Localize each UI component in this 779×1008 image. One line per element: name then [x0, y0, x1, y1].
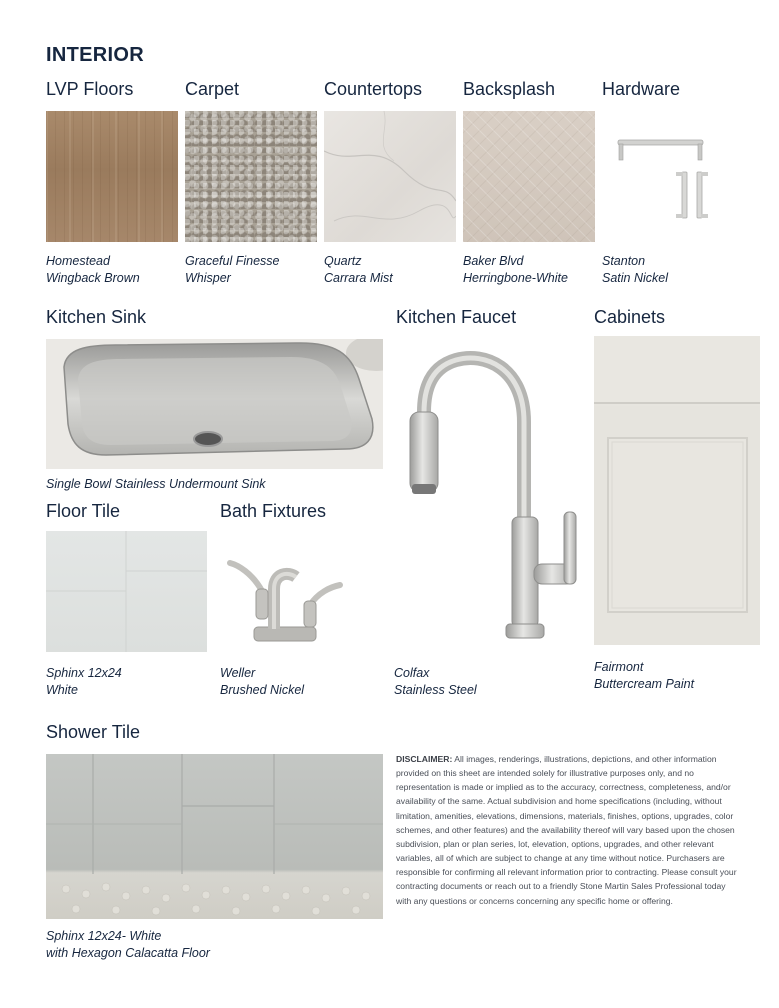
shower-tile-caption-line1: Sphinx 12x24- White [46, 929, 162, 943]
hardware-swatch [602, 111, 734, 242]
kitchen-sink-image [46, 339, 383, 469]
bath-fixtures-caption [220, 665, 304, 699]
hardware-caption-line2: Satin Nickel [602, 271, 668, 285]
lvp-floors-caption-line2: Wingback Brown [46, 271, 140, 285]
floor-tile-caption-line1: Sphinx 12x24 [46, 666, 122, 680]
cabinet-pull-graphic [602, 111, 734, 242]
lvp-floors-caption-line1: Homestead [46, 254, 110, 268]
floor-tile-swatch [46, 531, 207, 652]
sink-graphic [46, 339, 383, 469]
carpet-swatch [185, 111, 317, 242]
floor-tile-caption-line2: White [46, 683, 78, 697]
kitchen-sink-heading: Kitchen Sink [46, 307, 147, 327]
kitchen-faucet-caption-line2: Stainless Steel [394, 683, 477, 697]
cabinets-heading: Cabinets [594, 307, 666, 327]
lvp-floor-swatch [46, 111, 178, 242]
kitchen-sink-caption: Single Bowl Stainless Undermount Sink [46, 477, 266, 491]
disclaimer [396, 752, 738, 908]
shower-tile-caption-line2: with Hexagon Calacatta Floor [46, 946, 210, 960]
backsplash-swatch [463, 111, 595, 242]
shower-tile-heading: Shower Tile [46, 722, 141, 742]
shower-tile-swatch [46, 754, 383, 919]
shower-tile-caption [46, 928, 210, 962]
carpet-caption [185, 253, 279, 287]
hardware-caption [602, 253, 668, 287]
kitchen-faucet-caption-line1: Colfax [394, 666, 430, 680]
cabinets-caption-line2: Buttercream Paint [594, 677, 695, 691]
countertops-heading: Countertops [324, 79, 423, 99]
bath-fixtures-caption-line2: Brushed Nickel [220, 683, 305, 697]
faucet-graphic [394, 342, 586, 652]
countertops-caption-line2: Carrara Mist [324, 271, 393, 285]
carpet-caption-line2: Whisper [185, 271, 231, 285]
cabinet-door-image [594, 336, 760, 645]
backsplash-caption [463, 253, 568, 287]
kitchen-faucet-caption [394, 665, 477, 699]
cabinets-caption-line1: Fairmont [594, 660, 644, 674]
lvp-floors-heading: LVP Floors [46, 79, 134, 99]
bath-faucet-graphic [226, 543, 344, 645]
kitchen-faucet-heading: Kitchen Faucet [396, 307, 517, 327]
cabinets-caption [594, 659, 694, 693]
page-title: INTERIOR [46, 44, 144, 66]
hardware-caption-line1: Stanton [602, 254, 646, 268]
hardware-heading: Hardware [602, 79, 681, 99]
disclaimer-label: DISCLAIMER: [396, 754, 453, 764]
bath-fixture-image [226, 543, 344, 645]
carpet-heading: Carpet [185, 79, 240, 99]
kitchen-faucet-image [394, 342, 586, 652]
disclaimer-text: All images, renderings, illustrations, depictions, and other information provided on this sheet are intended solely for illustrative purposes only, and no representation is made or implied as to the accuracy, correctness, completeness, and/or availability of the same. Actual subdivision and home specifications (including, without limitation, amenities, elevations, dimensions, materials, finishes, options, upgrades, color schemes, and other features) and the availability thereof will vary based upon the chosen subdivision, plan or plan series, lot, elevation, options, upgrades, and other relevant variables, all of which are subject to change at any time without notice. Purchasers are responsible for confirming all relevant information prior to contracting. Please consult your contracting documents or reach out to a friendly Stone Martin Sales Professional today with any questions or concerns concerning any specific home or offering. [396, 754, 737, 906]
floor-tile-grid-graphic [46, 531, 207, 652]
floor-tile-caption [46, 665, 122, 699]
lvp-floors-caption [46, 253, 140, 287]
backsplash-caption-line1: Baker Blvd [463, 254, 524, 268]
shower-tile-graphic [46, 754, 383, 919]
bath-fixtures-heading: Bath Fixtures [220, 501, 327, 521]
floor-tile-heading: Floor Tile [46, 501, 121, 521]
countertops-caption-line1: Quartz [324, 254, 362, 268]
cabinet-door-graphic [594, 336, 760, 645]
backsplash-caption-line2: Herringbone-White [463, 271, 568, 285]
backsplash-heading: Backsplash [463, 79, 556, 99]
bath-fixtures-caption-line1: Weller [220, 666, 256, 680]
carpet-caption-line1: Graceful Finesse [185, 254, 280, 268]
countertops-caption [324, 253, 393, 287]
countertop-swatch [324, 111, 456, 242]
marble-veins-graphic [324, 111, 456, 242]
